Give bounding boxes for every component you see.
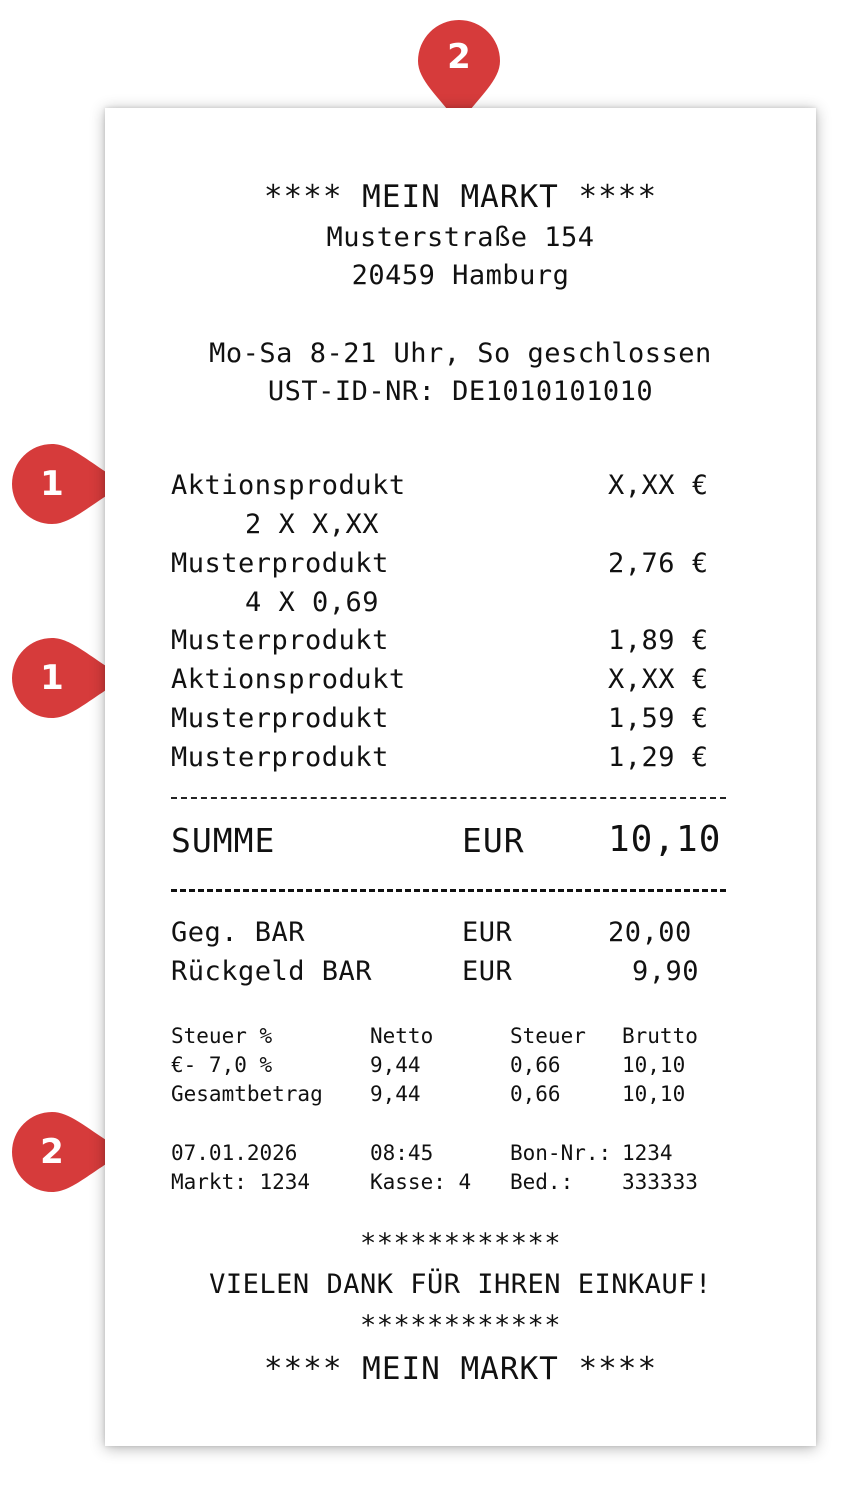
tax-cell: 10,10 [622,1053,686,1077]
store-name-bottom: **** MEIN MARKT **** [263,1351,658,1387]
receipt-date: 07.01.2026 [171,1141,298,1165]
total-label: SUMME [171,821,276,860]
payment-amount: 20,00 [608,917,692,948]
thank-you-message: VIELEN DANK FÜR IHREN EINKAUF! [209,1269,712,1300]
item-name: Musterprodukt [171,625,389,656]
item-name: Aktionsprodukt [171,664,406,695]
item-price: 1,59 € [608,703,709,734]
operator-value: 333333 [622,1170,698,1194]
item-name: Aktionsprodukt [171,470,406,501]
change-amount: 9,90 [632,956,700,987]
marker-label: 1 [40,658,64,698]
item-quantity: 4 X 0,69 [245,587,380,618]
total-amount: 10,10 [608,819,722,860]
tax-cell: 0,66 [510,1082,561,1106]
change-label: Rückgeld BAR [171,956,373,987]
total-currency: EUR [462,821,525,860]
change-currency: EUR [462,956,513,987]
tax-header: Steuer % [171,1024,273,1048]
tax-cell: 0,66 [510,1053,561,1077]
item-name: Musterprodukt [171,742,389,773]
marker-label: 1 [40,464,64,504]
item-price: X,XX € [608,664,709,695]
marker-label: 2 [40,1132,64,1172]
tax-header: Brutto [622,1024,698,1048]
footer-stars-top: ************ [359,1228,562,1259]
tax-cell: Gesamtbetrag [171,1082,323,1106]
divider [171,889,726,892]
tax-header: Netto [370,1024,434,1048]
receipt [105,108,816,1446]
tax-cell: 9,44 [370,1053,421,1077]
receipt-time: 08:45 [370,1141,434,1165]
market-number: Markt: 1234 [171,1170,311,1194]
operator-label: Bed.: [510,1170,574,1194]
store-name-top: **** MEIN MARKT **** [263,179,658,215]
opening-hours: Mo-Sa 8-21 Uhr, So geschlossen [209,338,712,369]
tax-cell: 9,44 [370,1082,421,1106]
store-street: Musterstraße 154 [326,222,595,253]
item-price: 1,29 € [608,742,709,773]
footer-stars-bottom: ************ [359,1310,562,1341]
item-quantity: 2 X X,XX [245,509,380,540]
item-name: Musterprodukt [171,548,389,579]
bon-number-label: Bon-Nr.: [510,1141,612,1165]
store-city: 20459 Hamburg [351,260,570,291]
item-price: X,XX € [608,470,709,501]
item-price: 1,89 € [608,625,709,656]
bon-number-value: 1234 [622,1141,673,1165]
tax-cell: 10,10 [622,1082,686,1106]
vat-id: UST-ID-NR: DE1010101010 [267,376,654,407]
item-name: Musterprodukt [171,703,389,734]
payment-currency: EUR [462,917,513,948]
marker-label: 2 [447,37,471,77]
payment-label: Geg. BAR [171,917,306,948]
tax-cell: €- 7,0 % [171,1053,273,1077]
tax-header: Steuer [510,1024,586,1048]
divider [171,797,726,799]
register-number: Kasse: 4 [370,1170,472,1194]
item-price: 2,76 € [608,548,709,579]
